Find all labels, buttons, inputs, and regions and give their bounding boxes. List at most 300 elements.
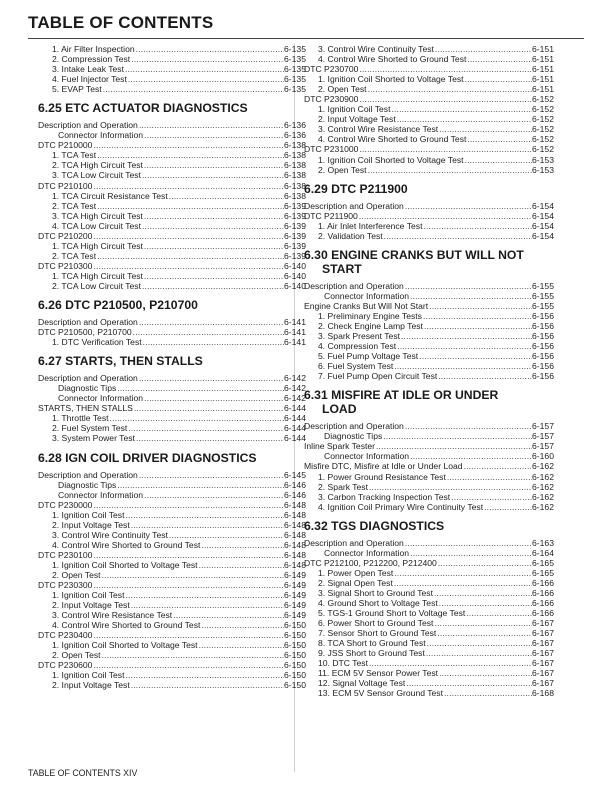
dot-leader bbox=[390, 104, 532, 114]
dot-leader bbox=[423, 321, 532, 331]
toc-entry-label: 1. Throttle Test bbox=[52, 413, 109, 424]
toc-entry-label: 12. Signal Voltage Test bbox=[318, 678, 406, 689]
dot-leader bbox=[143, 271, 284, 281]
toc-entry[interactable] bbox=[304, 231, 554, 241]
toc-entry[interactable] bbox=[38, 570, 306, 580]
toc-entry[interactable] bbox=[304, 221, 554, 231]
toc-entry[interactable] bbox=[304, 341, 554, 351]
dot-leader bbox=[400, 331, 532, 341]
dot-leader bbox=[143, 160, 284, 170]
dot-leader bbox=[143, 490, 284, 500]
toc-entry-page-number: 6-149 bbox=[284, 600, 306, 611]
dot-leader bbox=[135, 44, 284, 54]
toc-entry[interactable] bbox=[304, 134, 554, 144]
toc-entry-page-number: 6-148 bbox=[284, 499, 306, 510]
toc-entry[interactable] bbox=[38, 393, 306, 403]
toc-entry-page-number: 6-152 bbox=[532, 144, 554, 155]
section-heading-6-30-engine-cranks-but-will-not bbox=[304, 248, 554, 276]
toc-entry-page-number: 6-150 bbox=[284, 640, 306, 651]
toc-entry-label: 3. Control Wire Resistance Test bbox=[52, 610, 173, 621]
toc-entry-label: 3. Intake Leak Test bbox=[52, 64, 124, 75]
toc-entry-label: 3. TCA High Circuit Test bbox=[52, 210, 143, 221]
section-heading-text: 6.26 DTC P210500, P210700 bbox=[38, 298, 198, 313]
section-heading-6-31-misfire-at-idle-or-under bbox=[304, 388, 554, 416]
toc-entry-page-number: 6-138 bbox=[284, 170, 306, 181]
dot-leader bbox=[466, 54, 532, 64]
toc-entry[interactable] bbox=[304, 211, 554, 221]
toc-entry[interactable] bbox=[304, 201, 554, 211]
toc-entry-page-number: 6-155 bbox=[532, 290, 554, 301]
toc-entry[interactable] bbox=[304, 104, 554, 114]
toc-entry[interactable] bbox=[304, 54, 554, 64]
toc-entry-page-number: 6-150 bbox=[284, 650, 306, 661]
toc-entry[interactable] bbox=[38, 500, 306, 510]
toc-entry-label: 1. TCA Circuit Resistance Test bbox=[52, 190, 168, 201]
toc-entry[interactable] bbox=[38, 423, 306, 433]
section-heading-text: 6.30 ENGINE CRANKS BUT WILL NOT bbox=[304, 247, 524, 262]
toc-entry-page-number: 6-138 bbox=[284, 150, 306, 161]
toc-entry-page-number: 6-148 bbox=[284, 549, 306, 560]
toc-entry-page-number: 6-144 bbox=[284, 423, 306, 434]
toc-entry-label: 1. TCA High Circuit Test bbox=[52, 240, 143, 251]
toc-entry-label: 3. Control Wire Resistance Test bbox=[318, 124, 439, 135]
toc-entry-label: 1. Ignition Coil Test bbox=[52, 590, 125, 601]
toc-entry[interactable] bbox=[38, 550, 306, 560]
toc-entry-label: Connector Information bbox=[324, 547, 410, 558]
toc-entry-label: STARTS, THEN STALLS bbox=[38, 403, 133, 414]
toc-entry-page-number: 6-163 bbox=[532, 537, 554, 548]
toc-entry[interactable] bbox=[38, 130, 306, 140]
toc-entry-page-number: 6-157 bbox=[532, 441, 554, 452]
toc-entry-label: 3. Control Wire Continuity Test bbox=[52, 529, 168, 540]
toc-entry-label: 10. DTC Test bbox=[318, 658, 368, 669]
toc-entry[interactable] bbox=[304, 578, 554, 588]
toc-entry-label: 1. Air Inlet Interference Test bbox=[318, 220, 423, 231]
dot-leader bbox=[168, 530, 284, 540]
dot-leader bbox=[138, 317, 284, 327]
toc-entry-label: 2. Open Test bbox=[52, 569, 101, 580]
dot-leader bbox=[198, 640, 284, 650]
toc-entry[interactable] bbox=[38, 271, 306, 281]
toc-entry[interactable] bbox=[304, 558, 554, 568]
toc-entry[interactable] bbox=[304, 291, 554, 301]
dot-leader bbox=[141, 170, 284, 180]
toc-entry-page-number: 6-167 bbox=[532, 638, 554, 649]
toc-entry[interactable] bbox=[38, 281, 306, 291]
toc-entry-label: 9. JSS Short to Ground Test bbox=[318, 648, 425, 659]
toc-entry-label: 2. TCA High Circuit Test bbox=[52, 160, 143, 171]
toc-entry-page-number: 6-148 bbox=[284, 539, 306, 550]
toc-entry[interactable] bbox=[38, 150, 306, 160]
dot-leader bbox=[466, 134, 532, 144]
toc-entry[interactable] bbox=[304, 548, 554, 558]
section-heading-text-line2: START bbox=[322, 261, 362, 276]
toc-entry[interactable] bbox=[38, 670, 306, 680]
toc-entry[interactable] bbox=[304, 165, 554, 175]
toc-entry[interactable] bbox=[38, 327, 306, 337]
toc-entry-label: 1. Ignition Coil Shorted to Voltage Test bbox=[318, 154, 464, 165]
dot-leader bbox=[437, 371, 532, 381]
toc-entry-page-number: 6-140 bbox=[284, 260, 306, 271]
toc-entry-page-number: 6-164 bbox=[532, 547, 554, 558]
dot-leader bbox=[438, 668, 532, 678]
dot-leader bbox=[172, 610, 284, 620]
toc-entry-label: Connector Information bbox=[324, 290, 410, 301]
toc-entry-label: DTC P210000 bbox=[38, 140, 93, 151]
toc-entry[interactable] bbox=[304, 144, 554, 154]
toc-entry-page-number: 6-139 bbox=[284, 250, 306, 261]
toc-entry[interactable] bbox=[38, 373, 306, 383]
toc-entry[interactable] bbox=[38, 630, 306, 640]
toc-entry-page-number: 6-152 bbox=[532, 134, 554, 145]
toc-entry-label: 5. Fuel Pump Voltage Test bbox=[318, 351, 419, 362]
toc-entry[interactable] bbox=[38, 211, 306, 221]
toc-entry[interactable] bbox=[38, 231, 306, 241]
toc-entry-page-number: 6-166 bbox=[532, 587, 554, 598]
toc-entry[interactable] bbox=[304, 321, 554, 331]
toc-entry[interactable] bbox=[38, 261, 306, 271]
toc-entry-label: 2. Input Voltage Test bbox=[52, 600, 130, 611]
toc-entry-label: Misfire DTC, Misfire at Idle or Under Load bbox=[304, 461, 463, 472]
toc-entry-label: 4. Compression Test bbox=[318, 341, 397, 352]
toc-entry[interactable] bbox=[38, 64, 306, 74]
toc-entry-label: DTC P230700 bbox=[304, 64, 359, 75]
toc-entry-page-number: 6-162 bbox=[532, 481, 554, 492]
dot-leader bbox=[124, 510, 284, 520]
toc-entry[interactable] bbox=[304, 124, 554, 134]
toc-entry[interactable] bbox=[304, 74, 554, 84]
dot-leader bbox=[426, 638, 532, 648]
dot-leader bbox=[168, 191, 284, 201]
toc-entry[interactable] bbox=[304, 301, 554, 311]
toc-entry[interactable] bbox=[38, 54, 306, 64]
toc-entry-label: 1. TCA Test bbox=[52, 150, 97, 161]
toc-entry-page-number: 6-156 bbox=[532, 351, 554, 362]
toc-entry-page-number: 6-156 bbox=[532, 331, 554, 342]
toc-entry[interactable] bbox=[38, 620, 306, 630]
dot-leader bbox=[393, 361, 532, 371]
toc-entry[interactable] bbox=[38, 201, 306, 211]
toc-entry-page-number: 6-166 bbox=[532, 608, 554, 619]
toc-entry[interactable] bbox=[304, 538, 554, 548]
dot-leader bbox=[92, 181, 284, 191]
toc-entry-label: 7. Sensor Short to Ground Test bbox=[318, 628, 437, 639]
toc-entry[interactable] bbox=[304, 461, 554, 471]
toc-entry[interactable] bbox=[38, 510, 306, 520]
toc-entry[interactable] bbox=[38, 610, 306, 620]
toc-entry-page-number: 6-162 bbox=[532, 491, 554, 502]
dot-leader bbox=[382, 431, 532, 441]
toc-entry[interactable] bbox=[38, 251, 306, 261]
dot-leader bbox=[418, 351, 532, 361]
toc-entry[interactable] bbox=[304, 502, 554, 512]
toc-entry-page-number: 6-153 bbox=[532, 164, 554, 175]
toc-entry[interactable] bbox=[38, 120, 306, 130]
dot-leader bbox=[135, 433, 284, 443]
toc-entry[interactable] bbox=[38, 181, 306, 191]
toc-entry[interactable] bbox=[304, 351, 554, 361]
toc-entry[interactable] bbox=[38, 480, 306, 490]
toc-entry[interactable] bbox=[38, 590, 306, 600]
toc-entry-page-number: 6-138 bbox=[284, 140, 306, 151]
dot-leader bbox=[404, 281, 532, 291]
toc-entry[interactable] bbox=[304, 431, 554, 441]
toc-entry-label: Description and Operation bbox=[304, 537, 404, 548]
toc-entry-label: 3. Control Wire Continuity Test bbox=[318, 44, 434, 54]
toc-entry-label: 2. Compression Test bbox=[52, 54, 131, 65]
toc-entry[interactable] bbox=[38, 660, 306, 670]
toc-entry[interactable] bbox=[304, 492, 554, 502]
toc-entry[interactable] bbox=[38, 317, 306, 327]
toc-entry-page-number: 6-136 bbox=[284, 120, 306, 131]
toc-entry-label: 5. TGS-1 Ground Short to Voltage Test bbox=[318, 608, 466, 619]
toc-entry-label: 1. TCA High Circuit Test bbox=[52, 270, 143, 281]
toc-entry-page-number: 6-139 bbox=[284, 210, 306, 221]
toc-entry[interactable] bbox=[38, 140, 306, 150]
toc-entry-page-number: 6-157 bbox=[532, 421, 554, 432]
toc-entry[interactable] bbox=[38, 433, 306, 443]
toc-entry-page-number: 6-148 bbox=[284, 509, 306, 520]
toc-entry[interactable] bbox=[304, 668, 554, 678]
toc-entry-page-number: 6-154 bbox=[532, 200, 554, 211]
toc-entry[interactable] bbox=[304, 588, 554, 598]
title-rule bbox=[28, 38, 584, 39]
toc-entry-label: Engine Cranks But Will Not Start bbox=[304, 300, 429, 311]
dot-leader bbox=[405, 678, 532, 688]
dot-leader bbox=[393, 578, 532, 588]
toc-entry[interactable] bbox=[304, 281, 554, 291]
toc-entry[interactable] bbox=[38, 221, 306, 231]
dot-leader bbox=[109, 413, 284, 423]
toc-entry-label: Connector Information bbox=[58, 393, 144, 404]
toc-entry-page-number: 6-139 bbox=[284, 240, 306, 251]
toc-entry[interactable] bbox=[38, 413, 306, 423]
toc-entry[interactable] bbox=[304, 155, 554, 165]
toc-entry[interactable] bbox=[38, 160, 306, 170]
dot-leader bbox=[96, 150, 284, 160]
dot-leader bbox=[358, 144, 532, 154]
toc-entry-label: DTC P230900 bbox=[304, 94, 359, 105]
dot-leader bbox=[200, 620, 284, 630]
section-heading-6-27-starts-then-stalls bbox=[38, 354, 306, 368]
toc-entry-label: DTC P210500, P210700 bbox=[38, 327, 132, 338]
toc-entry-label: 13. ECM 5V Sensor Ground Test bbox=[318, 688, 443, 699]
dot-leader bbox=[124, 670, 284, 680]
toc-entry-page-number: 6-166 bbox=[532, 597, 554, 608]
toc-entry[interactable] bbox=[304, 311, 554, 321]
dot-leader bbox=[142, 337, 284, 347]
toc-entry-page-number: 6-165 bbox=[532, 567, 554, 578]
toc-entry[interactable] bbox=[304, 482, 554, 492]
toc-entry[interactable] bbox=[304, 441, 554, 451]
toc-entry-page-number: 6-141 bbox=[284, 317, 306, 328]
toc-entry[interactable] bbox=[304, 638, 554, 648]
dot-leader bbox=[368, 658, 532, 668]
toc-entry[interactable] bbox=[38, 580, 306, 590]
toc-entry-page-number: 6-151 bbox=[532, 64, 554, 75]
toc-entry-label: 2. Check Engine Lamp Test bbox=[318, 320, 423, 331]
dot-leader bbox=[133, 403, 284, 413]
toc-entry[interactable] bbox=[304, 688, 554, 698]
toc-entry-label: 4. Control Wire Shorted to Ground Test bbox=[318, 54, 467, 65]
toc-entry[interactable] bbox=[304, 568, 554, 578]
toc-entry-page-number: 6-145 bbox=[284, 469, 306, 480]
toc-entry-label: 4. Control Wire Shorted to Ground Test bbox=[52, 620, 201, 631]
toc-entry[interactable] bbox=[38, 530, 306, 540]
toc-entry[interactable] bbox=[38, 680, 306, 690]
toc-entry-label: DTC P230400 bbox=[38, 630, 93, 641]
toc-entry[interactable] bbox=[38, 650, 306, 660]
toc-entry-page-number: 6-142 bbox=[284, 393, 306, 404]
toc-entry[interactable] bbox=[38, 490, 306, 500]
toc-entry[interactable] bbox=[304, 472, 554, 482]
dot-leader bbox=[433, 588, 532, 598]
toc-entry-page-number: 6-149 bbox=[284, 569, 306, 580]
toc-entry[interactable] bbox=[38, 520, 306, 530]
dot-leader bbox=[92, 140, 284, 150]
toc-entry-page-number: 6-139 bbox=[284, 200, 306, 211]
toc-entry[interactable] bbox=[38, 600, 306, 610]
toc-entry-page-number: 6-142 bbox=[284, 383, 306, 394]
section-heading-6-26-dtc-p210500-p210700 bbox=[38, 298, 306, 312]
dot-leader bbox=[438, 598, 532, 608]
toc-entry[interactable] bbox=[38, 470, 306, 480]
toc-entry-page-number: 6-140 bbox=[284, 270, 306, 281]
toc-entry[interactable] bbox=[38, 241, 306, 251]
toc-entry[interactable] bbox=[304, 331, 554, 341]
toc-entry-label: 3. Spark Present Test bbox=[318, 331, 401, 342]
toc-entry[interactable] bbox=[38, 44, 306, 54]
toc-entry-label: DTC P211900 bbox=[304, 210, 358, 221]
toc-entry[interactable] bbox=[304, 361, 554, 371]
dot-leader bbox=[383, 231, 532, 241]
toc-entry-page-number: 6-156 bbox=[532, 310, 554, 321]
toc-entry[interactable] bbox=[304, 628, 554, 638]
toc-entry[interactable] bbox=[304, 84, 554, 94]
toc-entry-page-number: 6-150 bbox=[284, 660, 306, 671]
toc-entry[interactable] bbox=[38, 540, 306, 550]
toc-entry[interactable] bbox=[304, 44, 554, 54]
toc-entry-label: 1. Ignition Coil Shorted to Voltage Test bbox=[52, 559, 198, 570]
toc-entry-label: 1. Air Filter Inspection bbox=[52, 44, 135, 54]
toc-entry[interactable] bbox=[304, 371, 554, 381]
toc-entry[interactable] bbox=[304, 648, 554, 658]
toc-entry[interactable] bbox=[38, 403, 306, 413]
dot-leader bbox=[101, 570, 284, 580]
toc-entry[interactable] bbox=[304, 114, 554, 124]
toc-entry-label: 1. Ignition Coil Test bbox=[52, 670, 125, 681]
toc-entry[interactable] bbox=[304, 658, 554, 668]
dot-leader bbox=[92, 261, 284, 271]
dot-leader bbox=[143, 241, 284, 251]
toc-entry[interactable] bbox=[38, 84, 306, 94]
toc-entry-page-number: 6-165 bbox=[532, 557, 554, 568]
dot-leader bbox=[198, 560, 284, 570]
toc-entry[interactable] bbox=[304, 678, 554, 688]
toc-entry-page-number: 6-140 bbox=[284, 280, 306, 291]
toc-entry[interactable] bbox=[38, 560, 306, 570]
toc-entry-page-number: 6-167 bbox=[532, 618, 554, 629]
toc-entry-page-number: 6-138 bbox=[284, 160, 306, 171]
dot-leader bbox=[367, 84, 532, 94]
toc-entry-page-number: 6-162 bbox=[532, 471, 554, 482]
toc-entry[interactable] bbox=[38, 191, 306, 201]
toc-entry-page-number: 6-162 bbox=[532, 461, 554, 472]
toc-entry[interactable] bbox=[304, 608, 554, 618]
toc-entry-label: 3. Carbon Tracking Inspection Test bbox=[318, 491, 451, 502]
toc-entry-label: Diagnostic Tips bbox=[58, 479, 117, 490]
section-heading-6-28-ign-coil-driver-diagnostics bbox=[38, 451, 306, 465]
toc-entry-label: 2. Input Voltage Test bbox=[318, 114, 396, 125]
dot-leader bbox=[130, 600, 284, 610]
toc-entry-label: 2. TCA Low Circuit Test bbox=[52, 280, 141, 291]
toc-right-column bbox=[304, 44, 554, 698]
dot-leader bbox=[404, 421, 532, 431]
toc-entry[interactable] bbox=[304, 598, 554, 608]
toc-entry-page-number: 6-153 bbox=[532, 154, 554, 165]
dot-leader bbox=[437, 558, 532, 568]
toc-entry[interactable] bbox=[304, 64, 554, 74]
toc-entry-label: 1. Ignition Coil Test bbox=[52, 509, 125, 520]
toc-entry-page-number: 6-151 bbox=[532, 44, 554, 54]
toc-entry[interactable] bbox=[38, 74, 306, 84]
toc-entry-label: Connector Information bbox=[58, 489, 144, 500]
toc-entry-label: 2. Open Test bbox=[318, 164, 367, 175]
toc-entry-page-number: 6-154 bbox=[532, 220, 554, 231]
toc-entry[interactable] bbox=[304, 94, 554, 104]
toc-entry-page-number: 6-142 bbox=[284, 373, 306, 384]
dot-leader bbox=[433, 618, 532, 628]
toc-entry-page-number: 6-146 bbox=[284, 479, 306, 490]
dot-leader bbox=[422, 311, 532, 321]
toc-entry-page-number: 6-157 bbox=[532, 431, 554, 442]
toc-entry-label: Description and Operation bbox=[304, 421, 404, 432]
toc-entry-label: 4. TCA Low Circuit Test bbox=[52, 220, 141, 231]
dot-leader bbox=[375, 441, 532, 451]
dot-leader bbox=[396, 114, 532, 124]
toc-entry-label: 1. Power Open Test bbox=[318, 567, 394, 578]
dot-leader bbox=[130, 520, 284, 530]
toc-entry-label: DTC P210200 bbox=[38, 230, 93, 241]
dot-leader bbox=[434, 44, 532, 54]
toc-entry[interactable] bbox=[304, 451, 554, 461]
toc-entry-page-number: 6-144 bbox=[284, 413, 306, 424]
dot-leader bbox=[425, 648, 532, 658]
toc-entry[interactable] bbox=[304, 421, 554, 431]
dot-leader bbox=[200, 540, 284, 550]
toc-entry-label: Diagnostic Tips bbox=[324, 431, 383, 442]
toc-entry-label: Description and Operation bbox=[304, 200, 404, 211]
dot-leader bbox=[143, 130, 284, 140]
toc-entry-label: 5. EVAP Test bbox=[52, 84, 102, 95]
toc-entry[interactable] bbox=[38, 640, 306, 650]
toc-entry-label: DTC P212100, P212200, P212400 bbox=[304, 557, 437, 568]
dot-leader bbox=[465, 608, 532, 618]
dot-leader bbox=[92, 550, 284, 560]
toc-entry[interactable] bbox=[38, 383, 306, 393]
dot-leader bbox=[393, 568, 532, 578]
dot-leader bbox=[116, 480, 284, 490]
dot-leader bbox=[438, 124, 532, 134]
dot-leader bbox=[130, 680, 284, 690]
dot-leader bbox=[96, 201, 284, 211]
section-heading-text: 6.28 IGN COIL DRIVER DIAGNOSTICS bbox=[38, 450, 257, 465]
toc-entry[interactable] bbox=[38, 170, 306, 180]
toc-entry-label: 2. Input Voltage Test bbox=[52, 519, 130, 530]
dot-leader bbox=[132, 327, 284, 337]
toc-entry[interactable] bbox=[38, 337, 306, 347]
toc-entry[interactable] bbox=[304, 618, 554, 628]
